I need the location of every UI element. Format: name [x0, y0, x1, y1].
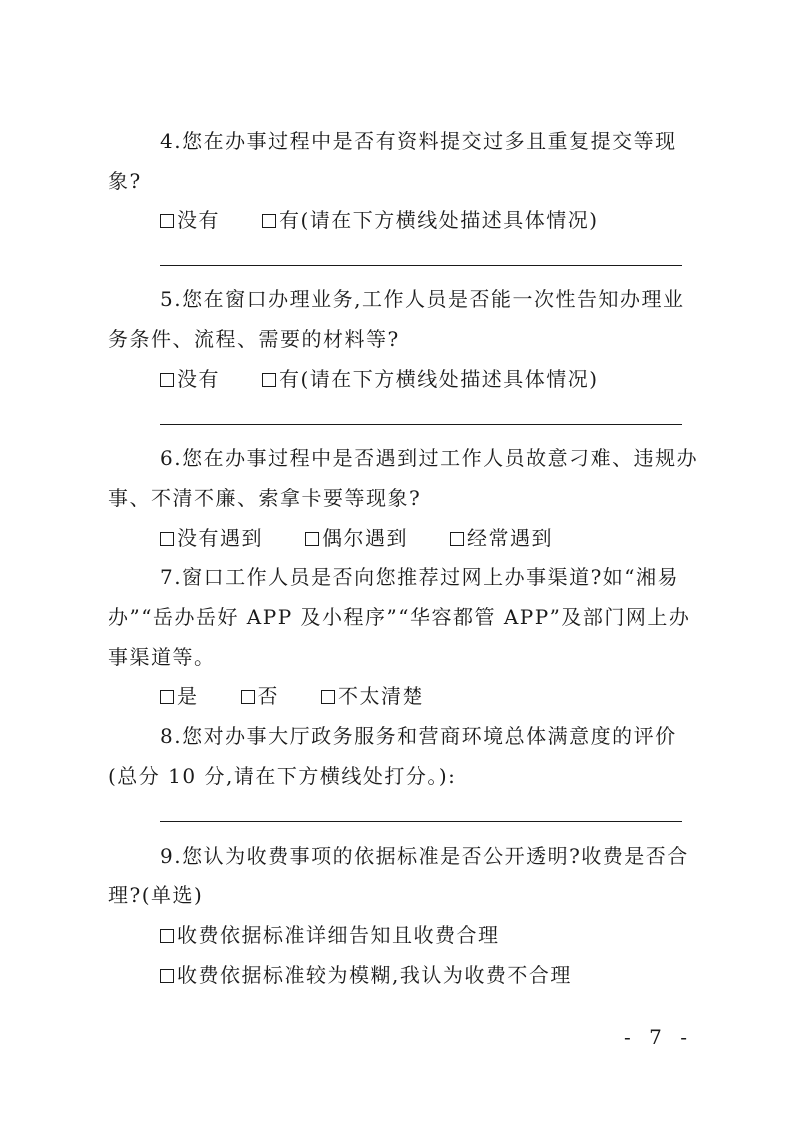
q6-option-often[interactable]: 经常遇到	[450, 524, 553, 552]
q6-option-occasionally[interactable]: 偶尔遇到	[305, 524, 408, 552]
q9-text-line2: 理?(单选)	[108, 883, 204, 907]
q9-text-line1: 9.您认为收费事项的依据标准是否公开透明?收费是否合	[160, 844, 689, 868]
q6-option-never[interactable]: 没有遇到	[160, 524, 263, 552]
q8-text-line1: 8.您对办事大厅政务服务和营商环境总体满意度的评价	[160, 724, 677, 748]
checkbox-icon[interactable]	[160, 969, 174, 983]
q4-options	[160, 206, 599, 234]
q7-text-line3: 事渠道等。	[108, 645, 216, 669]
checkbox-icon[interactable]	[321, 690, 335, 704]
q6-text-line1: 6.您在办事过程中是否遇到过工作人员故意刁难、违规办	[160, 446, 699, 470]
q5-answer-line[interactable]	[160, 424, 682, 425]
checkbox-icon[interactable]	[262, 373, 276, 387]
page-number: - 7 -	[624, 1025, 693, 1049]
q4-option-yes[interactable]: 有(请在下方横线处描述具体情况)	[262, 206, 599, 234]
q9-option-reasonable[interactable]: 收费依据标准详细告知且收费合理	[160, 921, 500, 949]
q7-text-line2: 办”“岳办岳好 APP 及小程序”“华容都管 APP”及部门网上办	[108, 605, 691, 629]
q5-text-line2: 务条件、流程、需要的材料等?	[108, 327, 400, 351]
q4-text-line2: 象?	[108, 169, 142, 193]
q7-option-unsure[interactable]: 不太清楚	[321, 682, 424, 710]
q5-options	[160, 365, 599, 393]
q8-text-line2: (总分 10 分,请在下方横线处打分。):	[108, 764, 457, 788]
q7-option-yes[interactable]: 是	[160, 682, 199, 710]
checkbox-icon[interactable]	[450, 532, 464, 546]
q7-options	[160, 682, 424, 710]
q7-text-line1: 7.窗口工作人员是否向您推荐过网上办事渠道?如“湘易	[160, 565, 680, 589]
q8-answer-line[interactable]	[160, 821, 682, 822]
checkbox-icon[interactable]	[160, 373, 174, 387]
q4-option-no[interactable]: 没有	[160, 206, 220, 234]
q6-text-line2: 事、不清不廉、索拿卡要等现象?	[108, 486, 422, 510]
q9-option-unreasonable[interactable]: 收费依据标准较为模糊,我认为收费不合理	[160, 961, 572, 989]
q4-text-line1: 4.您在办事过程中是否有资料提交过多且重复提交等现	[160, 129, 677, 153]
q5-text-line1: 5.您在窗口办理业务,工作人员是否能一次性告知办理业	[160, 287, 685, 311]
q6-options	[160, 524, 553, 552]
checkbox-icon[interactable]	[262, 214, 276, 228]
checkbox-icon[interactable]	[160, 690, 174, 704]
q5-option-yes[interactable]: 有(请在下方横线处描述具体情况)	[262, 365, 599, 393]
q4-answer-line[interactable]	[160, 265, 682, 266]
q5-option-no[interactable]: 没有	[160, 365, 220, 393]
checkbox-icon[interactable]	[160, 532, 174, 546]
checkbox-icon[interactable]	[241, 690, 255, 704]
checkbox-icon[interactable]	[160, 214, 174, 228]
checkbox-icon[interactable]	[305, 532, 319, 546]
checkbox-icon[interactable]	[160, 929, 174, 943]
q7-option-no[interactable]: 否	[241, 682, 280, 710]
